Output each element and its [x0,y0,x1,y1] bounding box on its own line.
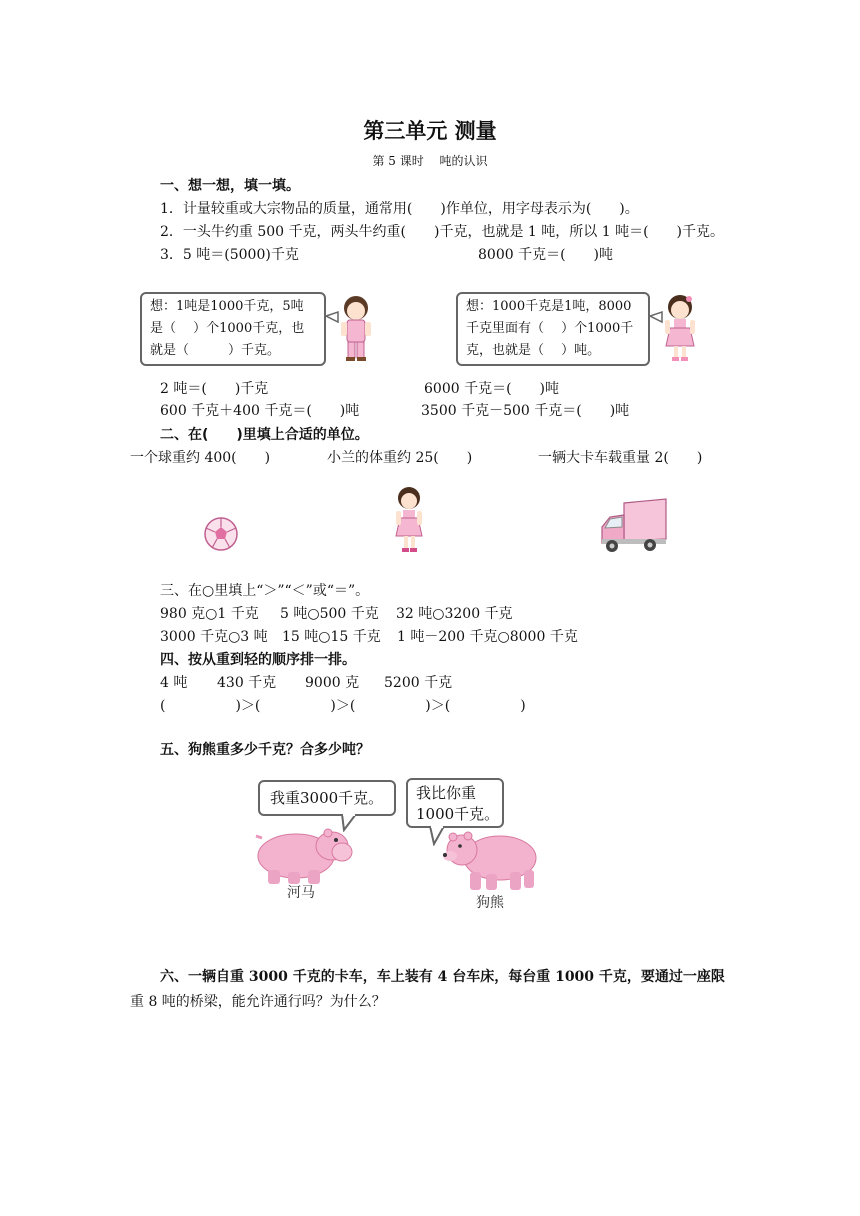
unit-ball: 一个球重约 400( ) [130,450,271,466]
question-2: 2．一头牛约重 500 千克，两头牛约重( )千克，也就是 1 吨，所以 1 吨＝( )千克。 [160,224,724,240]
compare-1-2: 5 吨○500 千克 [280,606,379,622]
section6-line-1 [160,966,725,986]
section4-heading: 四、按从重到轻的顺序排一排。 [160,652,356,668]
hippo-label: 河马 [287,885,315,901]
compare-1-1: 980 克○1 千克 [160,606,259,622]
question-3-left: 3．5 吨＝(5000)千克 [160,247,299,263]
section6-line-1-text: 六、一辆自重 3000 千克的卡车，车上装有 4 台车床，每台重 1000 千克，要通过一座限 [160,969,725,985]
order-item-1: 4 吨 [160,675,188,691]
hippo-figure [252,818,356,888]
bubble-left-line-1: 想：1吨是1000千克，5吨 [150,299,304,314]
section6-line-2: 重 8 吨的桥梁，能允许通行吗？为什么？ [130,994,386,1010]
boy-figure [326,292,376,364]
thought-bubble-right [456,292,650,366]
bubble-left-line-2: 是（ ）个1000千克，也 [150,321,305,336]
bear-speech-line-1: 我比你重 [416,784,477,802]
question-1: 1．计量较重或大宗物品的质量，通常用( )作单位，用字母表示为( )。 [160,201,639,217]
ball-icon [203,515,239,553]
section1-heading: 一、想一想，填一填。 [160,178,300,194]
compare-1-3: 32 吨○3200 千克 [396,606,513,622]
thought-bubble-left [140,292,326,366]
fill-6000-kg: 6000 千克＝( )吨 [424,381,560,397]
unit-truck: 一辆大卡车载重量 2( ) [538,450,703,466]
order-item-2: 430 千克 [217,675,277,691]
question-3-right: 8000 千克＝( )吨 [478,247,614,263]
girl-figure [650,292,700,364]
section5-heading: 五、狗熊重多少千克？合多少吨？ [160,742,370,758]
compare-2-3: 1 吨－200 千克○8000 千克 [397,629,578,645]
bubble-right-line-2: 千克里面有（ ）个1000千 [466,321,634,336]
fill-3500-minus-500: 3500 千克－500 千克＝( )吨 [421,403,630,419]
order-item-4: 5200 千克 [384,675,453,691]
section3-heading: 三、在○里填上“＞”“＜”或“＝”。 [160,583,370,599]
xiaolan-figure [393,486,425,554]
compare-2-2: 15 吨○15 千克 [282,629,381,645]
truck-icon [598,497,670,555]
bear-figure [440,826,540,896]
unit-xiaolan: 小兰的体重约 25( ) [327,450,473,466]
page-title: 第三单元 测量 [363,119,497,143]
bear-speech-line-2: 1000千克。 [416,805,500,823]
bubble-left-line-3: 就是（ ）千克。 [150,343,281,358]
bear-speech-bubble [406,778,504,828]
bear-label: 狗熊 [476,895,504,911]
section2-heading: 二、在( )里填上合适的单位。 [160,427,369,443]
fill-600-plus-400: 600 千克＋400 千克＝( )吨 [160,403,360,419]
order-item-3: 9000 克 [305,675,360,691]
order-answer: ( )＞( )＞( )＞( ) [160,698,526,714]
fill-2-tons: 2 吨＝( )千克 [160,381,269,397]
bubble-right-line-1: 想：1000千克是1吨，8000 [466,299,632,314]
lesson-subtitle: 第 5 课时 吨的认识 [372,154,488,168]
hippo-speech: 我重3000千克。 [270,789,384,807]
bubble-right-line-3: 克，也就是（ ）吨。 [466,343,601,358]
hippo-speech-bubble [258,780,396,816]
compare-2-1: 3000 千克○3 吨 [160,629,268,645]
